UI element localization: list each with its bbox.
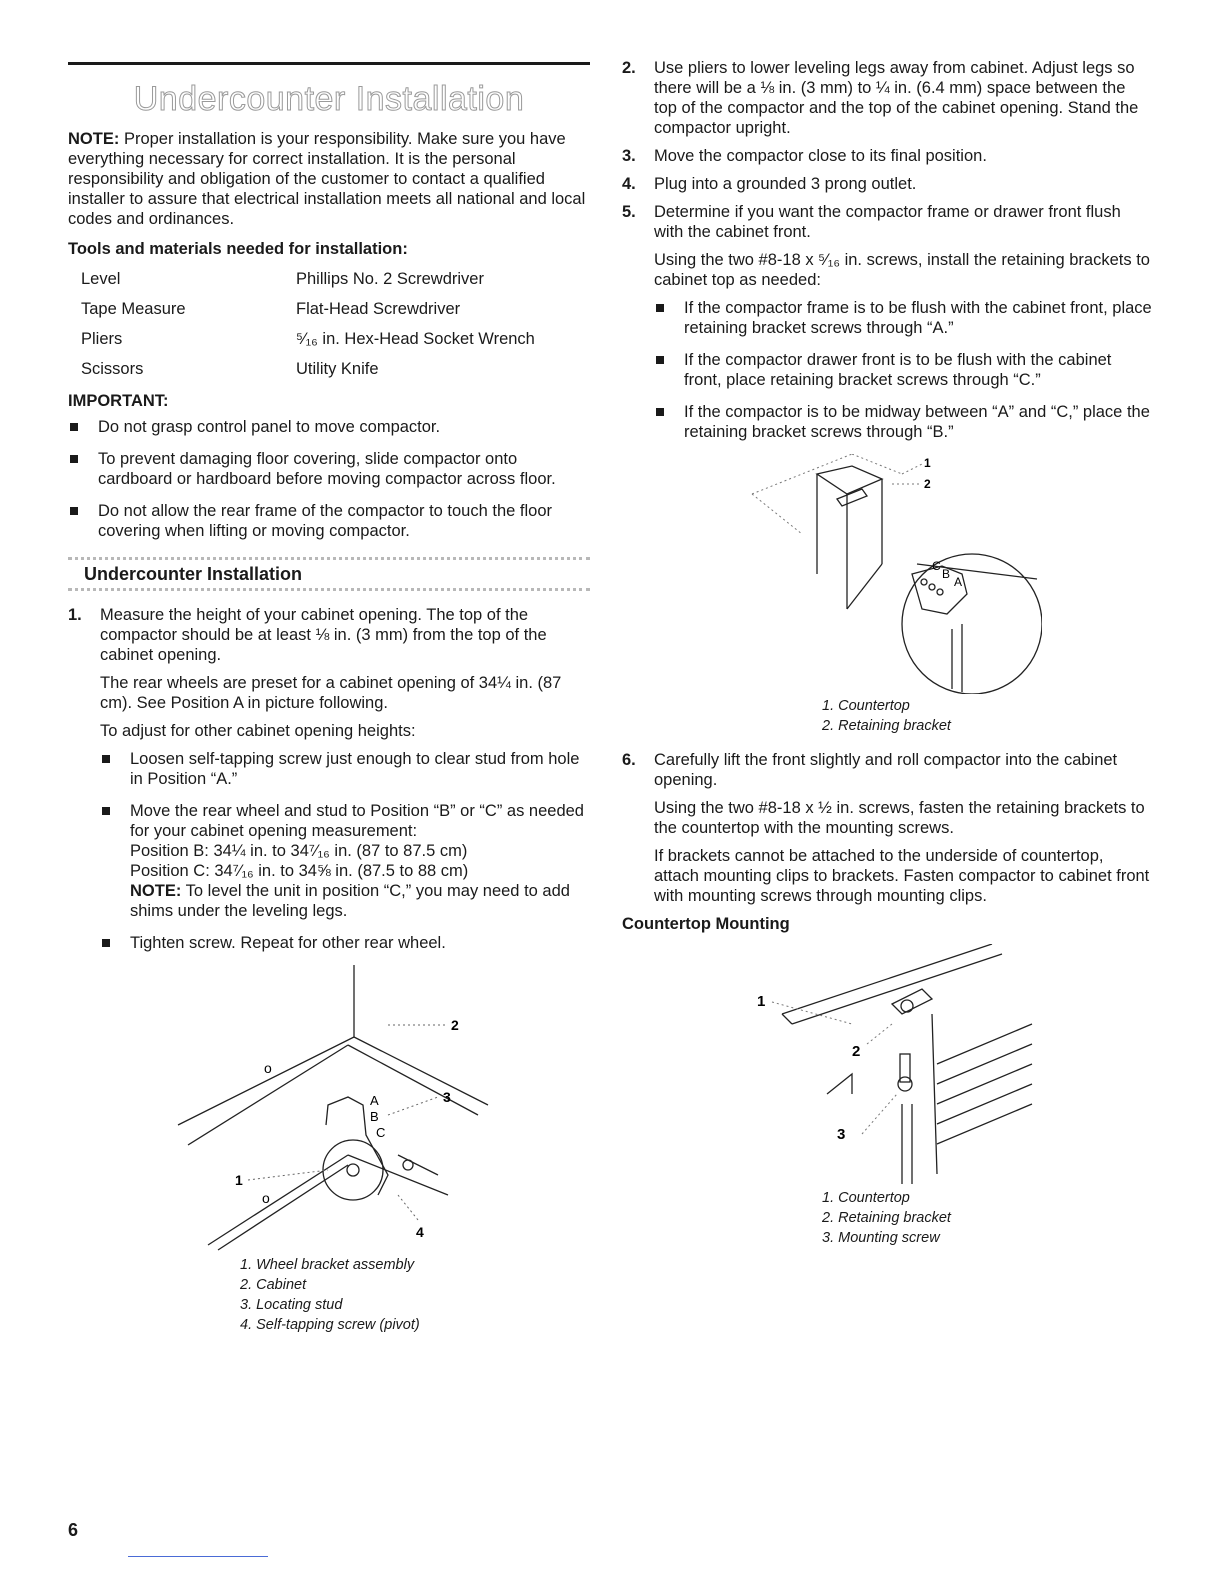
caption: 1. Wheel bracket assembly: [240, 1257, 415, 1273]
step-item: [68, 605, 590, 953]
position-c-label: C: [376, 1125, 386, 1140]
step-number: 3.: [622, 147, 636, 165]
step-number: 6.: [622, 751, 636, 769]
caption: 4. Self-tapping screw (pivot): [240, 1317, 420, 1333]
bullet-icon: [70, 423, 78, 431]
section-title: Undercounter Installation: [133, 80, 525, 118]
list-item: [100, 933, 590, 953]
right-column: [622, 58, 1152, 1248]
retaining-bracket-figure: [742, 454, 1042, 694]
countertop-figure-captions: [822, 1188, 1152, 1248]
bullet-icon: [656, 408, 664, 416]
wheel-bracket-figure: [148, 965, 568, 1255]
bullet-icon: [102, 939, 110, 947]
position-b-text: Position B: 34¼ in. to 34⁷⁄₁₆ in. (87 to 87.5 cm): [130, 842, 468, 860]
step-text: If brackets cannot be attached to the underside of countertop, attach mounting clips to brackets. Fasten compactor to cabinet front with mounting screws through mounting clips.: [654, 847, 1150, 905]
position-b-label: B: [370, 1109, 379, 1124]
note-text: Proper installation is your responsibility. Make sure you have everything necessary for correct installation. It is the personal responsibility and obligation of the customer to contact a qualified installer to assure that electrical installation meets all national and local codes and ordinances.: [68, 130, 586, 228]
position-c-text: Position C: 34⁷⁄₁₆ in. to 34⅝ in. (87.5 to 88 cm): [130, 862, 469, 880]
steps-list: [622, 750, 1152, 906]
tool-item: Utility Knife: [296, 360, 379, 378]
bracket-figure-captions: [822, 696, 1152, 736]
list-item: [654, 298, 1152, 338]
step-number: 1.: [68, 606, 82, 624]
caption: 2. Retaining bracket: [822, 1210, 951, 1226]
list-item-text: Loosen self-tapping screw just enough to clear stud from hole in Position “A.”: [130, 750, 580, 788]
tool-item: ⁵⁄₁₆ in. Hex-Head Socket Wrench: [296, 330, 535, 348]
subsection-title: Undercounter Installation: [68, 557, 590, 591]
step-text: The rear wheels are preset for a cabinet opening of 34¼ in. (87 cm). See Position A in picture following.: [100, 674, 562, 712]
caption: 1. Countertop: [822, 1190, 910, 1206]
important-list: [68, 417, 590, 541]
page-number: 6: [68, 1520, 79, 1540]
circle-mark: o: [264, 1060, 272, 1076]
sub-bullet-list: [654, 298, 1152, 442]
step-text: Using the two #8-18 x ½ in. screws, fasten the retaining brackets to the countertop with the mounting screws.: [654, 799, 1145, 837]
list-item-text: Tighten screw. Repeat for other rear wheel.: [130, 934, 446, 952]
bullet-icon: [70, 455, 78, 463]
step-text: Carefully lift the front slightly and roll compactor into the cabinet opening.: [654, 751, 1118, 789]
callout-4: 4: [416, 1224, 424, 1240]
list-item-text: Move the rear wheel and stud to Position “B” or “C” as needed for your cabinet opening measurement:: [130, 802, 584, 840]
caption: 1. Countertop: [822, 698, 910, 714]
bullet-icon: [102, 755, 110, 763]
sub-bullet-list: [100, 749, 590, 953]
list-item: [68, 501, 590, 541]
callout-2: 2: [852, 1043, 861, 1060]
position-b-label: B: [942, 567, 951, 581]
list-item: [654, 350, 1152, 390]
step-item: [622, 174, 1152, 194]
step-number: 5.: [622, 203, 636, 221]
tool-item: Phillips No. 2 Screwdriver: [296, 270, 484, 288]
step-text: Move the compactor close to its final position.: [654, 147, 987, 165]
circle-mark: o: [262, 1190, 270, 1206]
step-text: Measure the height of your cabinet opening. The top of the compactor should be at least ⅛ in. (3 mm) from the top of the cabinet opening.: [100, 606, 547, 664]
step-item: [622, 750, 1152, 906]
caption: 3. Locating stud: [240, 1297, 343, 1313]
callout-1: 1: [235, 1172, 243, 1188]
step-text: Plug into a grounded 3 prong outlet.: [654, 175, 917, 193]
list-item: [100, 749, 590, 789]
tool-item: Pliers: [81, 330, 123, 348]
list-item-text: If the compactor is to be midway between “A” and “C,” place the retaining bracket screws through “B.”: [684, 403, 1150, 441]
list-item-text: To prevent damaging floor covering, slide compactor onto cardboard or hardboard before moving compactor across floor.: [98, 450, 556, 488]
list-item-text: If the compactor drawer front is to be flush with the cabinet front, place retaining bracket screws through “C.”: [684, 351, 1112, 389]
bullet-icon: [656, 356, 664, 364]
step-text: To adjust for other cabinet opening heights:: [100, 722, 416, 740]
list-item-text: Do not allow the rear frame of the compactor to touch the floor covering when lifting or moving compactor.: [98, 502, 552, 540]
note-label: NOTE:: [68, 130, 120, 148]
bullet-icon: [70, 507, 78, 515]
bullet-icon: [102, 807, 110, 815]
tool-item: Level: [81, 270, 121, 288]
step-text: Determine if you want the compactor frame or drawer front flush with the cabinet front.: [654, 203, 1121, 241]
top-rule: [68, 62, 590, 65]
wheel-figure-captions: [240, 1255, 590, 1335]
step-item: [622, 202, 1152, 442]
tool-item: Scissors: [81, 360, 144, 378]
step-number: 2.: [622, 59, 636, 77]
step-item: [622, 146, 1152, 166]
callout-1: 1: [757, 993, 766, 1010]
countertop-heading: Countertop Mounting: [622, 915, 790, 933]
callout-2: 2: [924, 477, 931, 491]
important-heading: IMPORTANT:: [68, 392, 169, 410]
step-text: Using the two #8-18 x ⁵⁄₁₆ in. screws, install the retaining brackets to cabinet top as needed:: [654, 251, 1150, 289]
list-item: [654, 402, 1152, 442]
step-item: [622, 58, 1152, 138]
note-text: To level the unit in position “C,” you may need to add shims under the leveling legs.: [130, 882, 570, 920]
note-label: NOTE:: [130, 882, 182, 900]
list-item: [100, 801, 590, 921]
caption: 2. Retaining bracket: [822, 718, 951, 734]
caption: 3. Mounting screw: [822, 1230, 940, 1246]
tool-item: Flat-Head Screwdriver: [296, 300, 461, 318]
position-c-label: C: [932, 559, 941, 573]
tools-heading: Tools and materials needed for installation:: [68, 240, 408, 258]
note-paragraph: [68, 129, 590, 229]
callout-3: 3: [837, 1126, 846, 1143]
step-text: Use pliers to lower leveling legs away from cabinet. Adjust legs so there will be a ⅛ in. (3 mm) to ¼ in. (6.4 mm) space between the top of the compactor and the top of the cabinet opening. Stand the compactor upright.: [654, 59, 1139, 137]
left-column: [68, 58, 590, 1335]
countertop-mounting-diagram: [752, 944, 1052, 1184]
position-a-label: A: [954, 575, 963, 589]
bullet-icon: [656, 304, 664, 312]
retaining-bracket-diagram: [742, 454, 1042, 694]
bottom-link-line: [128, 1556, 268, 1557]
tools-table: [81, 269, 590, 379]
callout-3: 3: [443, 1089, 451, 1105]
countertop-mounting-figure: [752, 944, 1052, 1184]
list-item: [68, 449, 590, 489]
list-item: [68, 417, 590, 437]
steps-list: [68, 605, 590, 953]
tool-item: Tape Measure: [81, 300, 186, 318]
wheel-bracket-diagram: [148, 965, 568, 1255]
list-item-text: If the compactor frame is to be flush with the cabinet front, place retaining bracket screws through “A.”: [684, 299, 1152, 337]
callout-1: 1: [924, 456, 931, 470]
steps-list: [622, 58, 1152, 442]
callout-2: 2: [451, 1017, 459, 1033]
caption: 2. Cabinet: [240, 1277, 307, 1293]
list-item-text: Do not grasp control panel to move compactor.: [98, 418, 441, 436]
step-number: 4.: [622, 175, 636, 193]
position-a-label: A: [370, 1093, 379, 1108]
